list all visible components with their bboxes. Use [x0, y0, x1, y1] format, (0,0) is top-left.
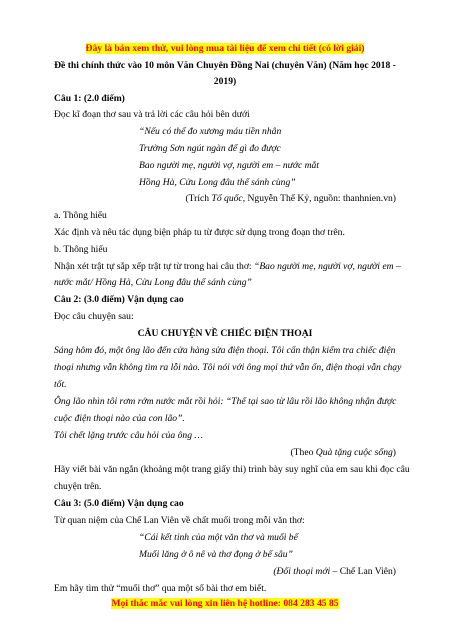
- q1-b-quote-2: nước mắt/ Hồng Hà, Cửu Long đâu thể sánh cùng”: [54, 277, 252, 288]
- q3-task: Em hãy tìm thử “muối thơ” qua một số bài thơ em biết.: [54, 583, 267, 594]
- q2-story-line-2: thoại nhưng vẫn không tìm ra lỗi nào. Tôi nói với ông mọi thứ vẫn ổn, điện thoại vẫn chạy: [54, 362, 402, 373]
- q2-story-line-3: tốt.: [54, 379, 67, 390]
- q2-story-line-6: Tôi chết lặng trước câu hỏi của ông …: [54, 430, 203, 441]
- q1-b-text-prefix: Nhận xét trật tự sắp xếp trật tự từ trong hai câu thơ:: [54, 261, 254, 272]
- preview-notice-text: Đây là bản xem thử, vui lòng mua tài liệu để xem chi tiết (có lời giải): [85, 43, 365, 54]
- q3-source-suffix: – Chế Lan Viên): [330, 566, 396, 577]
- q3-heading: Câu 3: (5.0 điểm) Vận dụng cao: [54, 498, 184, 509]
- q2-heading: Câu 2: (3.0 điểm) Vận dụng cao: [54, 294, 184, 305]
- exam-title-line-2: 2019): [213, 76, 237, 87]
- q1-poem-line-4: Hồng Hà, Cửu Long đâu thể sánh cùng”: [139, 177, 296, 188]
- q2-task-line-1: Hãy viết bài văn ngắn (khoảng một trang giấy thi) trình bày suy nghĩ của em sau khi đọc câu: [54, 464, 410, 475]
- hotline-footer: [0, 598, 450, 610]
- q1-poem-line-3: Bao người mẹ, người vợ, người em – nước mắt: [139, 160, 320, 171]
- q1-b-label: b. Thông hiểu: [54, 244, 108, 255]
- q1-source-prefix: (Trích: [185, 193, 212, 204]
- q2-story-title: CÂU CHUYỆN VỀ CHIẾC ĐIỆN THOẠI: [137, 328, 313, 339]
- q1-poem-line-2: Trường Sơn ngút ngàn để gì đo được: [139, 143, 281, 154]
- q2-task-line-2: chuyện trên.: [54, 481, 102, 492]
- q2-story-line-5: cuộc điện thoại nào của con lão”.: [54, 413, 185, 424]
- q3-poem-line-2: Muối lăng ở ô nê và thơ đọng ở bể sâu”: [139, 549, 293, 560]
- q2-source-suffix: ): [392, 447, 396, 458]
- q2-source: [290, 447, 396, 459]
- hotline-text: Mọi thắc mắc vui lòng xin liên hệ hotline: 084 283 45 85: [111, 598, 339, 609]
- preview-notice: [0, 43, 450, 55]
- exam-title-line-1: Đề thi chính thức vào 10 môn Văn Chuyên Đồng Nai (chuyên Văn) (Năm học 2018 -: [54, 60, 396, 71]
- q2-source-title: Quà tặng cuộc sống: [315, 447, 393, 458]
- q2-source-prefix: (Theo: [290, 447, 316, 458]
- q1-a-label: a. Thông hiểu: [54, 210, 107, 221]
- q3-source-title: (Đối thoại mới: [273, 566, 331, 577]
- q1-poem-line-1: “Nếu có thể đo xương máu tiền nhân: [139, 126, 282, 137]
- q1-source: [185, 193, 396, 205]
- q1-instruction: Đọc kĩ đoạn thơ sau và trả lời các câu hỏi bên dưới: [54, 109, 250, 120]
- q3-poem-line-1: “Cái kết tinh của một văn thơ và muối bể: [139, 532, 298, 543]
- q2-story-line-1: Sáng hôm đó, một ông lão đến cửa hàng sửa điện thoại. Tôi cẩn thận kiểm tra chiếc điện: [54, 345, 396, 356]
- q1-a-text: Xác định và nêu tác dụng biện pháp tu từ được sử dụng trong đoạn thơ trên.: [54, 227, 345, 238]
- q2-story-line-4: Ông lão nhìn tôi rơm rớm nước mắt rồi hỏi: “Thế tại sao từ lâu rồi lão không nhận được: [54, 396, 397, 407]
- q1-heading: Câu 1: (2.0 điểm): [54, 93, 125, 104]
- q3-source: [273, 566, 396, 578]
- q2-instruction: Đọc câu chuyện sau:: [54, 311, 134, 322]
- q3-instruction: Từ quan niệm của Chế Lan Viên về chất muối trong mỗi văn thơ:: [54, 515, 305, 526]
- q1-source-suffix: , Nguyễn Thế Kỷ, nguồn: thanhnien.vn): [242, 193, 396, 204]
- q1-b-text-line-1: [54, 261, 401, 273]
- q1-source-title: Tổ quốc: [211, 193, 243, 204]
- q1-b-quote-1: “Bao người mẹ, người vợ, người em –: [253, 261, 401, 272]
